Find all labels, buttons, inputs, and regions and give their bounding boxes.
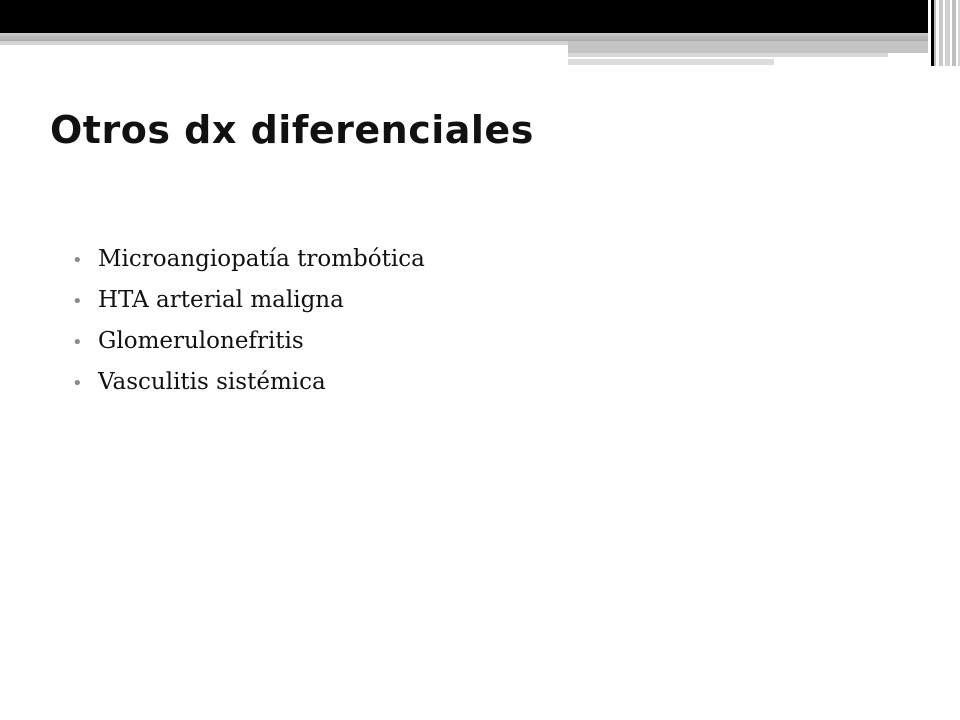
- bullet-icon: •: [72, 373, 83, 394]
- bullet-text: HTA arterial maligna: [98, 287, 344, 313]
- list-item: [72, 369, 425, 410]
- header-band-black: [0, 0, 928, 33]
- header-band-gray-right: [568, 41, 928, 53]
- bullet-list: [72, 246, 425, 410]
- slide-title: Otros dx diferenciales: [50, 108, 534, 152]
- header-band-gray: [0, 33, 928, 41]
- bullet-icon: •: [72, 332, 83, 353]
- bullet-text: Microangiopatía trombótica: [98, 246, 425, 272]
- right-vertical-stripes: [928, 0, 960, 66]
- bullet-icon: •: [72, 250, 83, 271]
- bullet-text: Vasculitis sistémica: [98, 369, 326, 395]
- list-item: [72, 287, 425, 328]
- bullet-icon: •: [72, 291, 83, 312]
- list-item: [72, 246, 425, 287]
- list-item: [72, 328, 425, 369]
- header-band-gray-right-thin: [568, 53, 888, 57]
- header-band-gray-right-short: [568, 59, 774, 65]
- header-band-gray-thin: [0, 41, 568, 45]
- bullet-text: Glomerulonefritis: [98, 328, 304, 354]
